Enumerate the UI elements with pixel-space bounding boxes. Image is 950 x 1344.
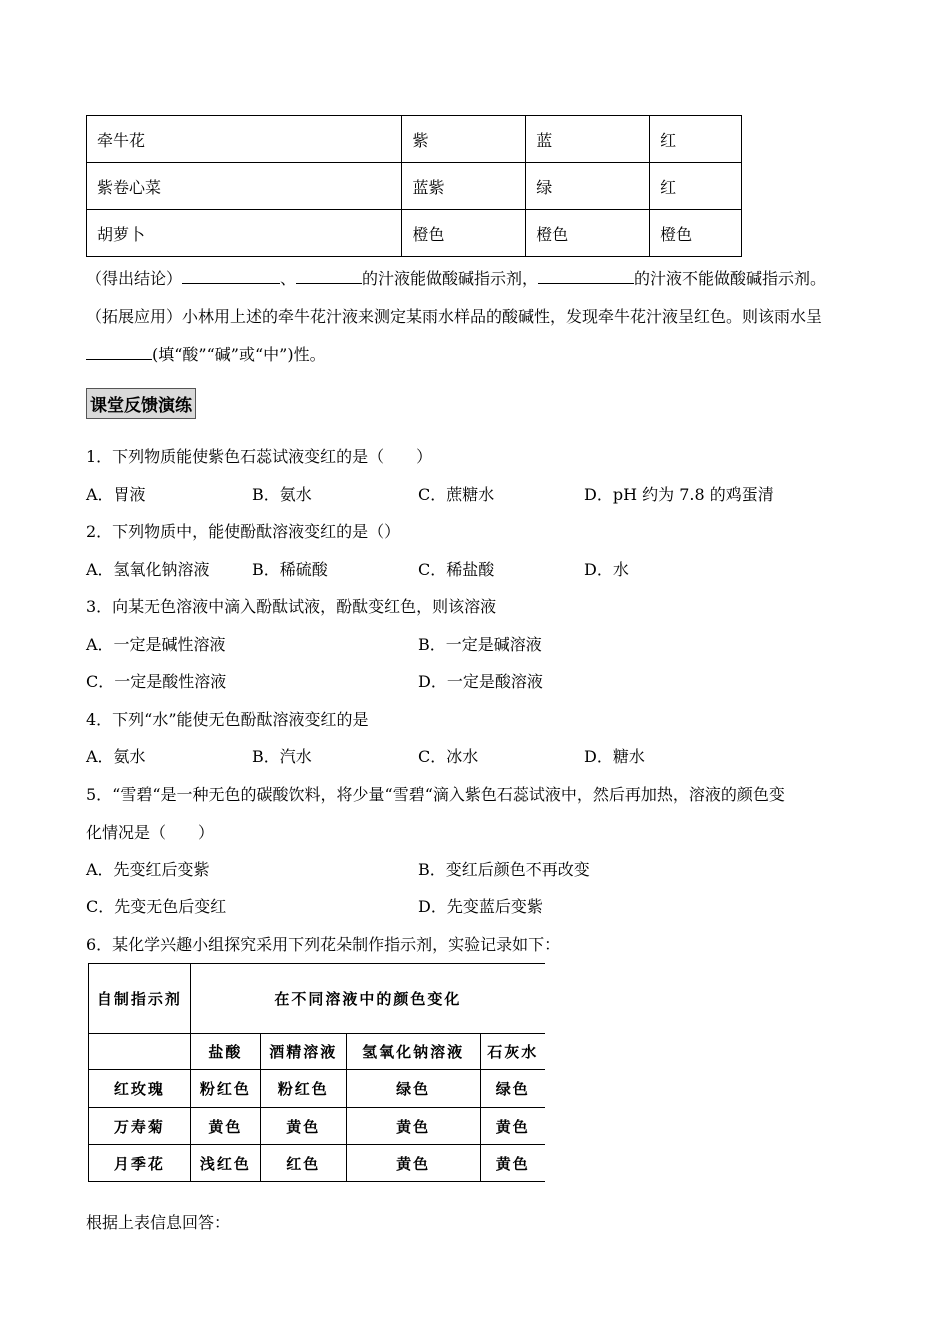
follow-up-text: 根据上表信息回答： <box>86 1213 231 1232</box>
question-stem-continued: 化情况是（ ） <box>86 823 215 842</box>
row-header: 红玫瑰 <box>89 1070 191 1108</box>
table-row <box>87 210 742 257</box>
table-cell: 粉红色 <box>190 1070 260 1108</box>
option[interactable]: A．一定是碱性溶液 <box>86 635 226 654</box>
plant-color-table <box>86 115 742 257</box>
table-cell <box>89 1034 191 1070</box>
table-row <box>89 964 546 1034</box>
extension-line-1: （拓展应用）小林用上述的牵牛花汁液来测定某雨水样品的酸碱性，发现牵牛花汁液呈红色。则该雨水呈 <box>86 307 823 326</box>
question-stem: 5．“雪碧“是一种无色的碳酸饮料，将少量“雪碧“滴入紫色石蕊试液中，然后再加热，溶液的颜色变 <box>86 785 785 804</box>
option[interactable]: A．先变红后变紫 <box>86 860 210 879</box>
row-header: 月季花 <box>89 1145 191 1182</box>
table-cell: 蓝 <box>526 116 650 163</box>
option[interactable]: C．蔗糖水 <box>418 485 495 504</box>
option[interactable]: D．pH 约为 7.8 的鸡蛋清 <box>584 485 774 504</box>
flower-indicator-table <box>88 963 545 1182</box>
question-stem: 6．某化学兴趣小组探究采用下列花朵制作指示剂，实验记录如下： <box>86 935 561 954</box>
question-stem: 1．下列物质能使紫色石蕊试液变红的是（ ） <box>86 447 433 466</box>
table-row <box>89 1070 546 1108</box>
conclusion-line <box>86 266 826 289</box>
table-cell: 红 <box>650 116 742 163</box>
column-header: 石灰水 <box>480 1034 545 1070</box>
option[interactable]: A．氨水 <box>86 747 146 766</box>
table-cell: 牵牛花 <box>87 116 402 163</box>
option[interactable]: C．先变无色后变红 <box>86 897 227 916</box>
option[interactable]: D．一定是酸溶液 <box>418 672 543 691</box>
table-cell: 绿色 <box>346 1070 480 1108</box>
option[interactable]: D．糖水 <box>584 747 645 766</box>
option[interactable]: B．一定是碱溶液 <box>418 635 542 654</box>
answer-blank[interactable] <box>182 267 280 284</box>
answer-blank[interactable] <box>296 267 362 284</box>
table-cell: 黄色 <box>480 1108 545 1145</box>
column-header: 酒精溶液 <box>260 1034 346 1070</box>
table-cell: 橙色 <box>526 210 650 257</box>
group-header: 在不同溶液中的颜色变化 <box>190 964 545 1034</box>
table-row <box>87 116 742 163</box>
conclusion-prefix: （得出结论） <box>86 269 183 288</box>
table-row <box>89 1108 546 1145</box>
option[interactable]: B．变红后颜色不再改变 <box>418 860 590 879</box>
table-cell: 绿色 <box>480 1070 545 1108</box>
table-cell: 紫卷心菜 <box>87 163 402 210</box>
option[interactable]: A．氢氧化钠溶液 <box>86 560 210 579</box>
table-cell: 红 <box>650 163 742 210</box>
option[interactable]: B．汽水 <box>252 747 312 766</box>
table-row <box>89 1034 546 1070</box>
column-header: 盐酸 <box>190 1034 260 1070</box>
corner-header: 自制指示剂 <box>89 964 191 1034</box>
option[interactable]: C．一定是酸性溶液 <box>86 672 227 691</box>
option[interactable]: A．胃液 <box>86 485 146 504</box>
extension-line-2 <box>86 342 326 365</box>
table-cell: 蓝紫 <box>402 163 526 210</box>
table-cell: 绿 <box>526 163 650 210</box>
extension-line-2-text: (填“酸”“碱”或“中”)性。 <box>152 345 326 364</box>
conclusion-mid: 的汁液能做酸碱指示剂， <box>362 269 539 288</box>
row-header: 万寿菊 <box>89 1108 191 1145</box>
table-cell: 浅红色 <box>190 1145 260 1182</box>
option[interactable]: B．氨水 <box>252 485 312 504</box>
answer-blank[interactable] <box>538 267 634 284</box>
option[interactable]: D．水 <box>584 560 629 579</box>
table-cell: 紫 <box>402 116 526 163</box>
table-cell: 胡萝卜 <box>87 210 402 257</box>
option[interactable]: C．稀盐酸 <box>418 560 495 579</box>
question-stem: 2．下列物质中，能使酚酞溶液变红的是（） <box>86 522 401 541</box>
option[interactable]: D．先变蓝后变紫 <box>418 897 543 916</box>
table-cell: 橙色 <box>402 210 526 257</box>
table-cell: 黄色 <box>346 1108 480 1145</box>
section-title: 课堂反馈演练 <box>86 388 196 419</box>
table-row <box>89 1145 546 1182</box>
option[interactable]: C．冰水 <box>418 747 479 766</box>
table-cell: 黄色 <box>346 1145 480 1182</box>
table-cell: 粉红色 <box>260 1070 346 1108</box>
question-stem: 3．向某无色溶液中滴入酚酞试液，酚酞变红色，则该溶液 <box>86 597 497 616</box>
conclusion-sep: 、 <box>280 269 297 288</box>
table-cell: 橙色 <box>650 210 742 257</box>
option[interactable]: B．稀硫酸 <box>252 560 328 579</box>
table-cell: 黄色 <box>260 1108 346 1145</box>
table-cell: 黄色 <box>480 1145 545 1182</box>
question-stem: 4．下列“水”能使无色酚酞溶液变红的是 <box>86 710 369 729</box>
table-cell: 红色 <box>260 1145 346 1182</box>
conclusion-end: 的汁液不能做酸碱指示剂。 <box>634 269 827 288</box>
table-cell: 黄色 <box>190 1108 260 1145</box>
column-header: 氢氧化钠溶液 <box>346 1034 480 1070</box>
answer-blank[interactable] <box>86 343 152 360</box>
table-row <box>87 163 742 210</box>
